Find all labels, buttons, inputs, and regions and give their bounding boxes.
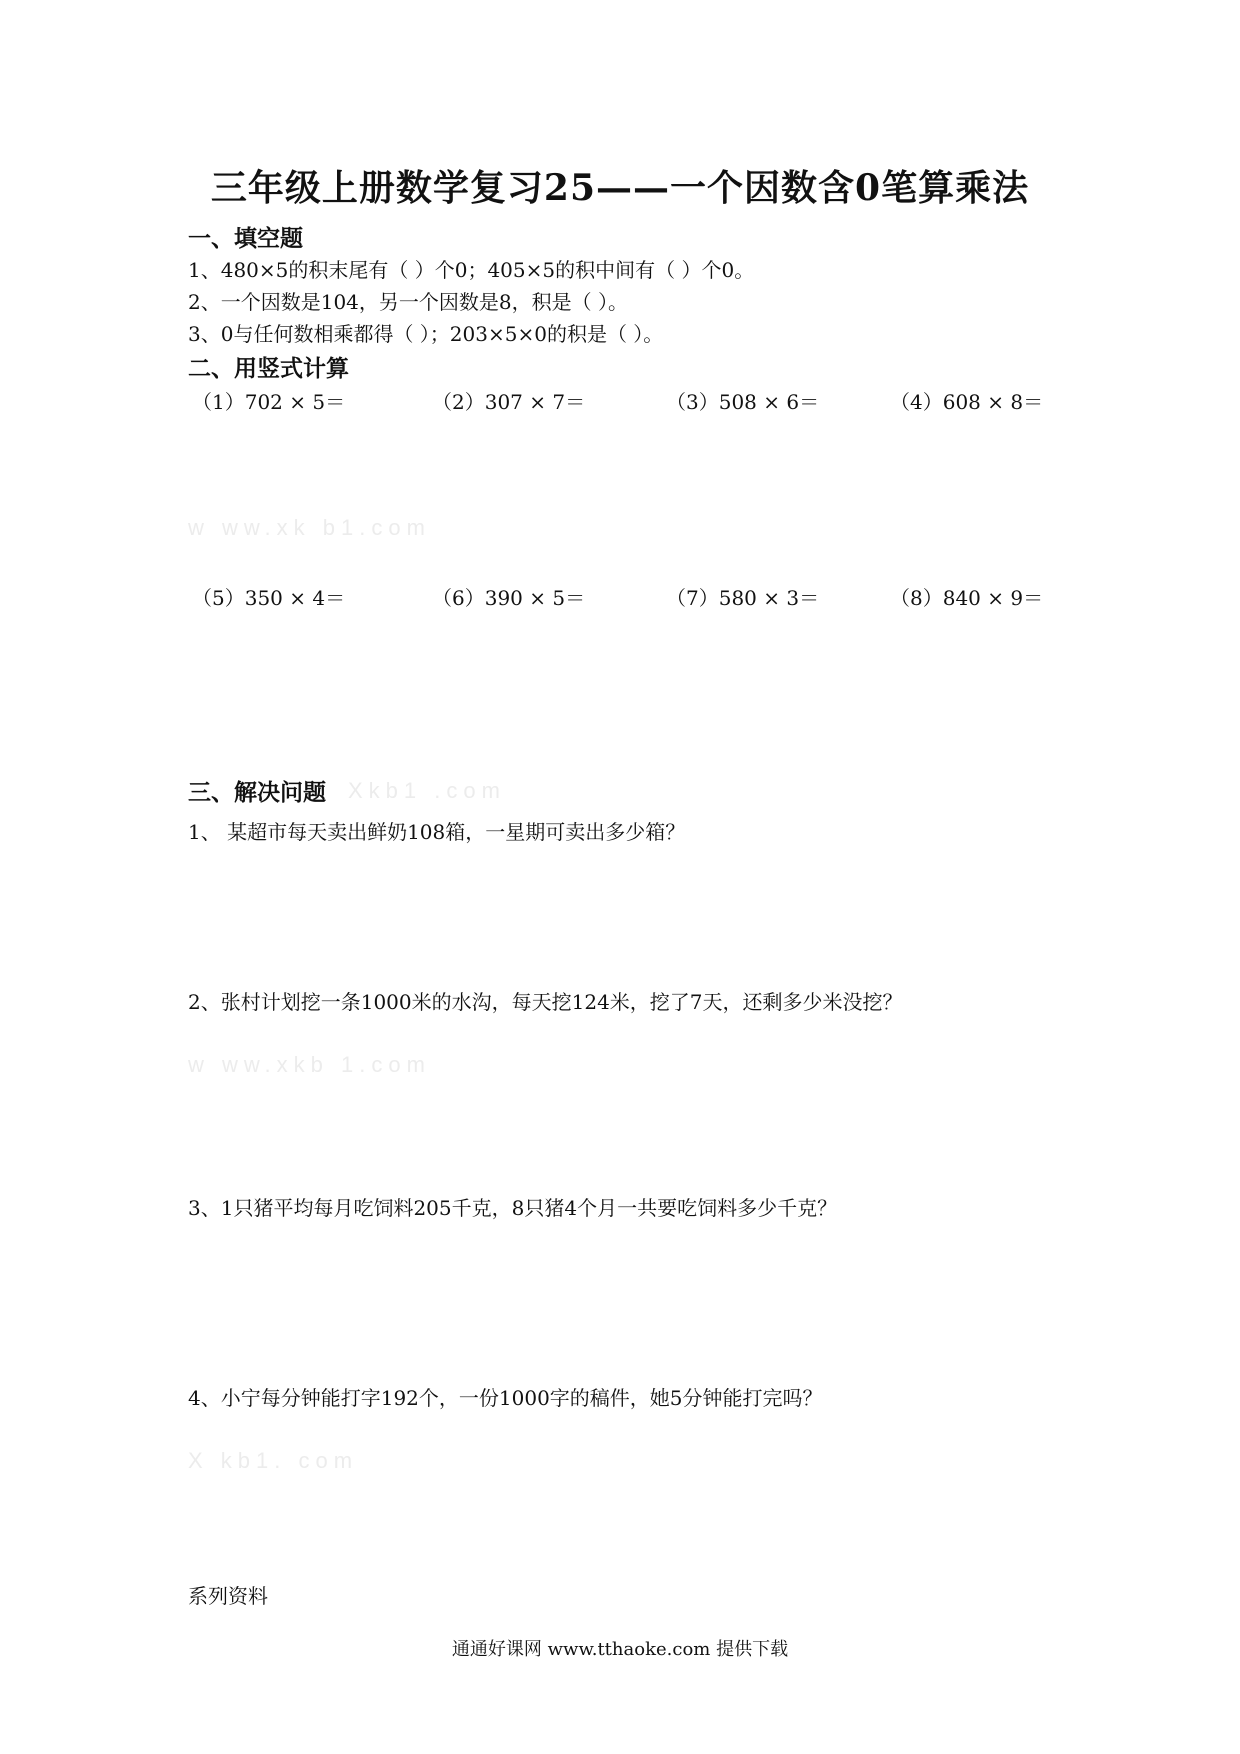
fill-blank-question-2: 2、一个因数是104，另一个因数是8，积是（ ）。 (188, 290, 628, 314)
calc-item-1: （1）702 × 5＝ (192, 390, 346, 414)
series-label: 系列资料 (188, 1584, 268, 1608)
section-3-heading: 三、解决问题 (188, 779, 326, 806)
calc-item-8: （8）840 × 9＝ (890, 586, 1044, 610)
calc-item-6: （6）390 × 5＝ (432, 586, 586, 610)
calc-item-7: （7）580 × 3＝ (666, 586, 820, 610)
word-problem-1: 1、 某超市每天卖出鲜奶108箱，一星期可卖出多少箱？ (188, 820, 686, 844)
watermark-2: Xkb1 .com (348, 778, 506, 803)
watermark-4: X kb1. com (188, 1448, 359, 1473)
section-2-heading: 二、用竖式计算 (188, 355, 349, 382)
fill-blank-question-3: 3、0与任何数相乘都得（ ）；203×5×0的积是（ ）。 (188, 322, 664, 346)
word-problem-4: 4、小宁每分钟能打字192个，一份1000字的稿件，她5分钟能打完吗？ (188, 1386, 823, 1410)
calc-item-2: （2）307 × 7＝ (432, 390, 586, 414)
word-problem-3: 3、1只猪平均每月吃饲料205千克，8只猪4个月一共要吃饲料多少千克？ (188, 1196, 838, 1220)
watermark-1: w ww.xk b1.com (188, 515, 431, 540)
calc-item-4: （4）608 × 8＝ (890, 390, 1044, 414)
fill-blank-question-1: 1、480×5的积末尾有（ ）个0；405×5的积中间有（ ）个0。 (188, 258, 755, 282)
calc-item-3: （3）508 × 6＝ (666, 390, 820, 414)
page-title: 三年级上册数学复习25——一个因数含0笔算乘法 (210, 167, 1030, 209)
section-1-heading: 一、填空题 (188, 225, 303, 252)
calc-item-5: （5）350 × 4＝ (192, 586, 346, 610)
word-problem-2: 2、张村计划挖一条1000米的水沟，每天挖124米，挖了7天，还剩多少米没挖？ (188, 990, 903, 1014)
footer-text: 通通好课网 www.tthaoke.com 提供下载 (451, 1639, 789, 1660)
watermark-3: w ww.xkb 1.com (188, 1052, 431, 1077)
